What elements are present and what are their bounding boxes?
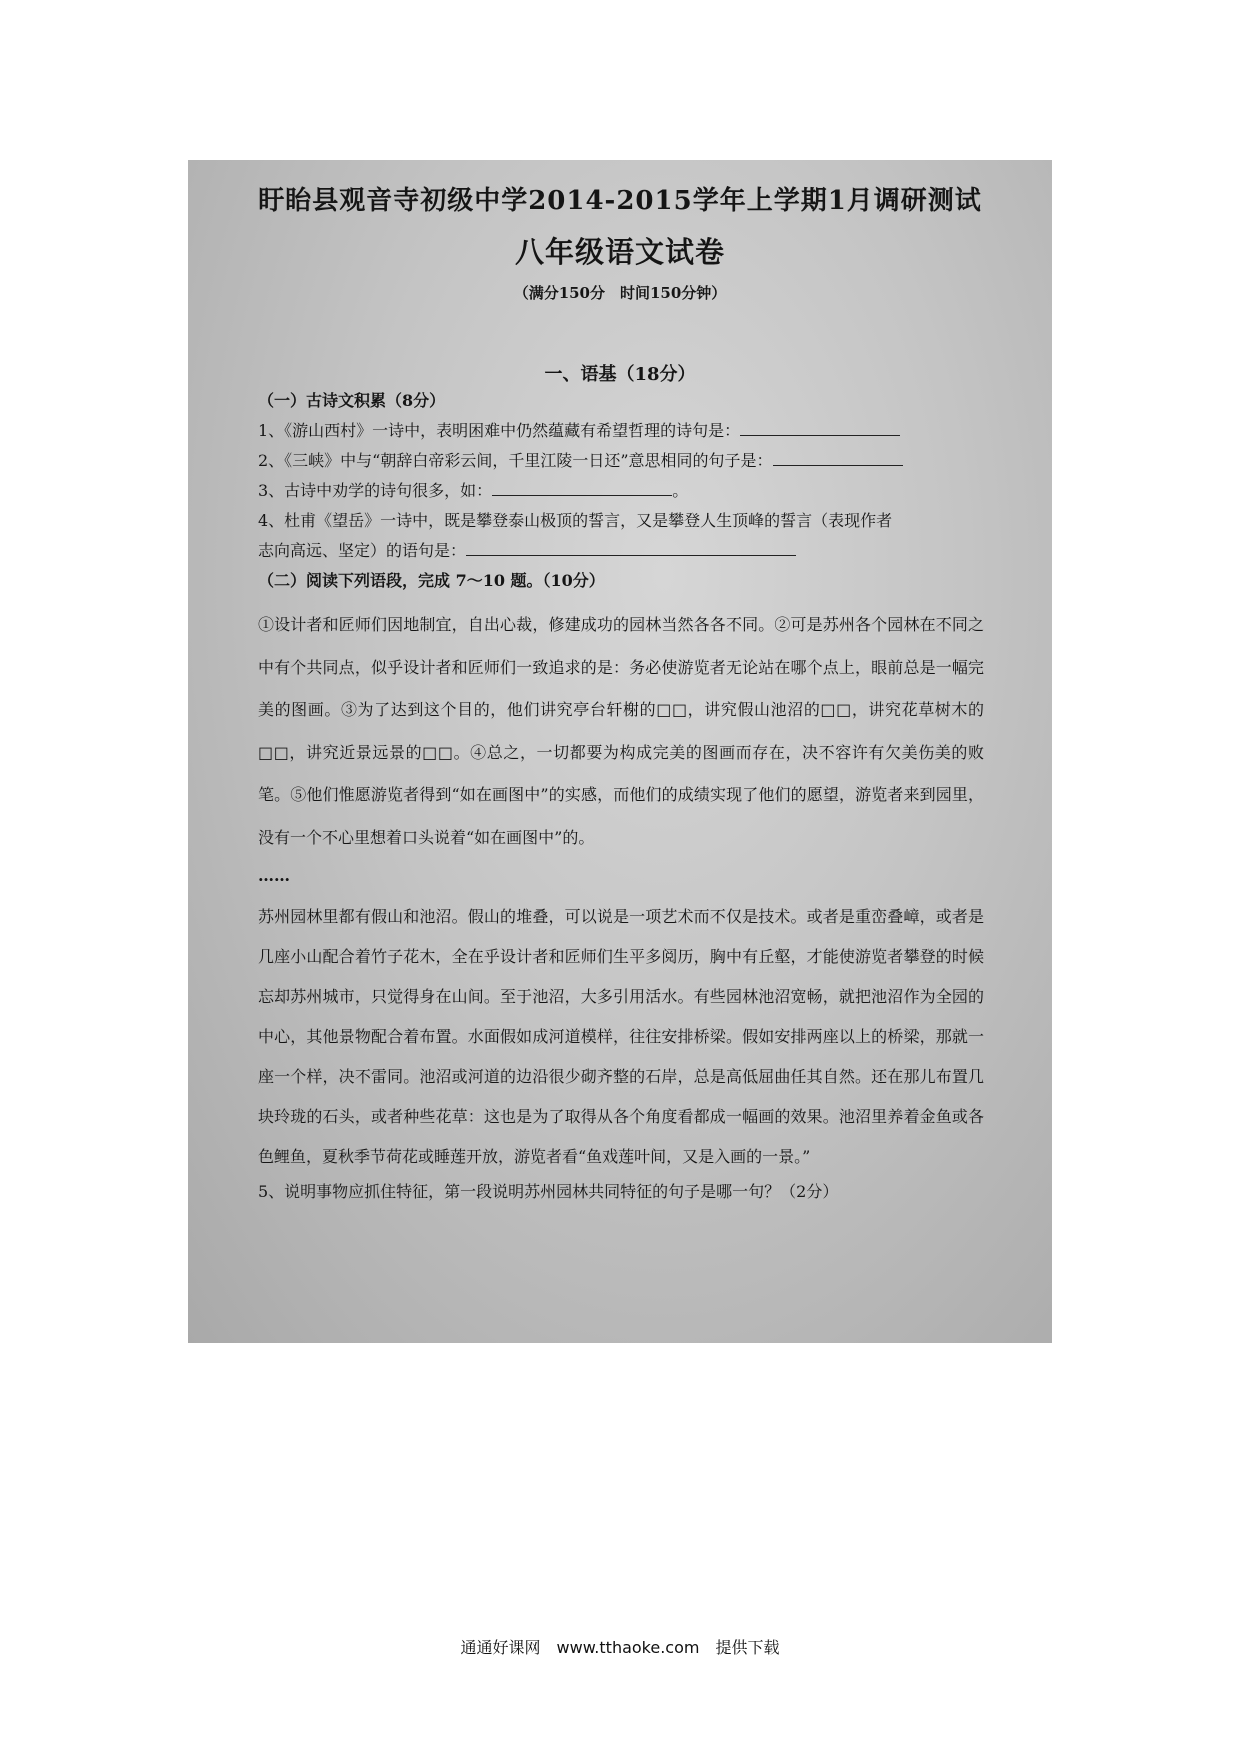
exam-content bbox=[258, 386, 984, 1207]
part1-title: （一）古诗文积累（8分） bbox=[258, 391, 446, 410]
question-3: 3、古诗中劝学的诗句很多，如： 。 bbox=[258, 476, 984, 506]
question-4: 4、杜甫《望岳》一诗中，既是攀登泰山极顶的誓言，又是攀登人生顶峰的誓言（表现作者 bbox=[258, 511, 893, 530]
footer-credit: 通通好课网 www.tthaoke.com 提供下载 bbox=[460, 1638, 780, 1657]
exam-photo bbox=[188, 160, 1052, 1343]
reading-passage-2: 苏州园林里都有假山和池沼。假山的堆叠，可以说是一项艺术而不仅是技术。或者是重峦叠嶂，或者是几座小山配合着竹子花木，全在乎设计者和匠师们生平多阅历，胸中有丘壑，才能使游览者攀登的时候忘却苏州城市，只觉得身在山间。至于池沼，大多引用活水。有些园林池沼宽畅，就把池沼作为全园的中心，其他景物配合着布置。水面假如成河道模样，往往安排桥梁。假如安排两座以上的桥梁，那就一座一个样，决不雷同。池沼或河道的边沿很少砌齐整的石岸，总是高低屈曲任其自然。还在那儿布置几块玲珑的石头，或者种些花草：这也是为了取得从各个角度看都成一幅画的效果。池沼里养着金鱼或各色鲤鱼，夏秋季节荷花或睡莲开放，游览者看“鱼戏莲叶间，又是入画的一景。” bbox=[258, 907, 984, 1166]
exam-subtitle: 八年级语文试卷 bbox=[514, 235, 725, 269]
question-4-cont: 志向高远、坚定）的语句是： bbox=[258, 536, 984, 566]
exam-meta: （满分150分 时间150分钟） bbox=[513, 284, 727, 302]
exam-title: 盱眙县观音寺初级中学2014-2015学年上学期1月调研测试 bbox=[258, 186, 982, 216]
part2-title: （二）阅读下列语段，完成 7～10 题。（10分） bbox=[258, 571, 605, 590]
question-2: 2、《三峡》中与“朝辞白帝彩云间，千里江陵一日还”意思相同的句子是： bbox=[258, 446, 984, 476]
section-title: 一、语基（18分） bbox=[544, 364, 696, 385]
answer-blank bbox=[773, 447, 903, 466]
answer-blank bbox=[466, 537, 796, 556]
question-1: 1、《游山西村》一诗中，表明困难中仍然蕴藏有希望哲理的诗句是： bbox=[258, 416, 984, 446]
ellipsis: …… bbox=[258, 866, 290, 885]
reading-passage-1: ①设计者和匠师们因地制宜，自出心裁，修建成功的园林当然各各不同。②可是苏州各个园林在不同之中有个共同点，似乎设计者和匠师们一致追求的是：务必使游览者无论站在哪个点上，眼前总是一幅完美的图画。③为了达到这个目的，他们讲究亭台轩榭的□□，讲究假山池沼的□□，讲究花草树木的□□，讲究近景远景的□□。④总之，一切都要为构成完美的图画而存在，决不容许有欠美伤美的败笔。⑤他们惟愿游览者得到“如在画图中”的实感，而他们的成绩实现了他们的愿望，游览者来到园里，没有一个不心里想着口头说着“如在画图中”的。 bbox=[258, 615, 984, 847]
question-5: 5、说明事物应抓住特征，第一段说明苏州园林共同特征的句子是哪一句？（2分） bbox=[258, 1182, 839, 1201]
answer-blank bbox=[492, 477, 672, 496]
answer-blank bbox=[740, 417, 900, 436]
